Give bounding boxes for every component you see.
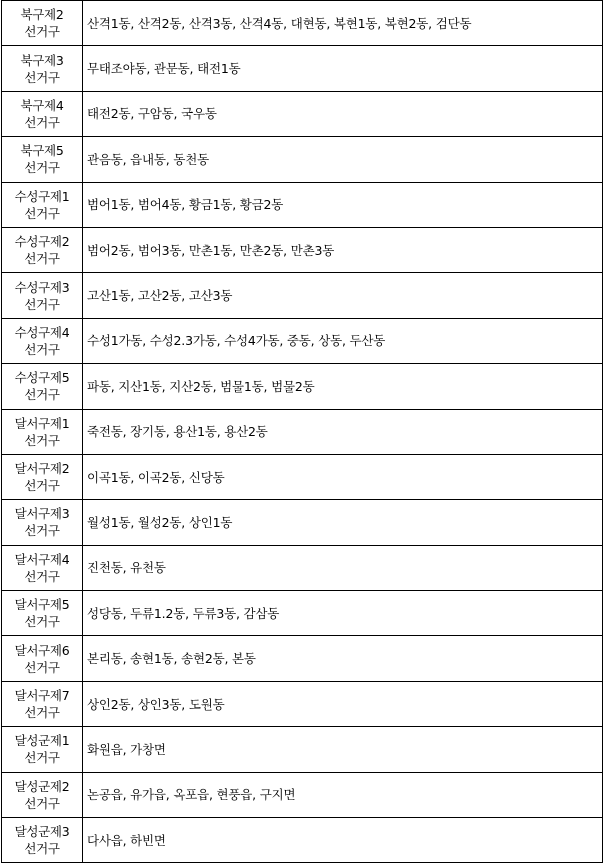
district-name: 달성군제1	[14, 733, 70, 749]
district-name-cell	[2, 681, 83, 726]
district-name-cell	[2, 500, 83, 545]
district-suffix: 선거구	[24, 160, 60, 176]
areas-cell: 성당동, 두류1.2동, 두류3동, 감삼동	[83, 591, 603, 636]
areas-cell: 범어1동, 범어4동, 황금1동, 황금2동	[83, 182, 603, 227]
areas-cell: 산격1동, 산격2동, 산격3동, 산격4동, 대현동, 복현1동, 복현2동, 검단동	[83, 1, 603, 46]
district-suffix: 선거구	[24, 205, 60, 221]
table-row	[2, 636, 603, 681]
table-row	[2, 591, 603, 636]
district-name-cell	[2, 227, 83, 272]
district-name: 달서구제5	[14, 597, 70, 613]
district-name-cell	[2, 364, 83, 409]
areas-cell: 무태조야동, 관문동, 태전1동	[83, 46, 603, 91]
areas-cell: 범어2동, 범어3동, 만촌1동, 만촌2동, 만촌3동	[83, 227, 603, 272]
district-name-cell	[2, 818, 83, 863]
district-name-cell	[2, 46, 83, 91]
district-suffix: 선거구	[24, 432, 60, 448]
district-suffix: 선거구	[24, 750, 60, 766]
district-name: 수성구제3	[14, 279, 70, 295]
district-suffix: 선거구	[24, 387, 60, 403]
district-name-cell	[2, 636, 83, 681]
areas-cell: 파동, 지산1동, 지산2동, 범물1동, 범물2동	[83, 364, 603, 409]
table-row	[2, 818, 603, 863]
table-row	[2, 1, 603, 46]
table-row	[2, 227, 603, 272]
table-row	[2, 545, 603, 590]
district-name-cell	[2, 545, 83, 590]
district-name: 달성군제3	[14, 824, 70, 840]
district-name-cell	[2, 1, 83, 46]
district-suffix: 선거구	[24, 341, 60, 357]
district-name-cell	[2, 772, 83, 817]
district-suffix: 선거구	[24, 296, 60, 312]
areas-cell: 다사읍, 하빈면	[83, 818, 603, 863]
district-name: 북구제2	[20, 7, 64, 23]
district-suffix: 선거구	[24, 24, 60, 40]
district-name: 달서구제7	[14, 688, 70, 704]
table-row	[2, 454, 603, 499]
district-table	[1, 0, 603, 863]
table-row	[2, 137, 603, 182]
district-name: 북구제5	[20, 143, 64, 159]
district-name-cell	[2, 454, 83, 499]
district-name: 달서구제6	[14, 642, 70, 658]
areas-cell: 수성1가동, 수성2.3가동, 수성4가동, 중동, 상동, 두산동	[83, 318, 603, 363]
district-name: 달서구제3	[14, 506, 70, 522]
district-name-cell	[2, 409, 83, 454]
areas-cell: 상인2동, 상인3동, 도원동	[83, 681, 603, 726]
district-name: 달서구제1	[14, 415, 70, 431]
district-suffix: 선거구	[24, 69, 60, 85]
district-suffix: 선거구	[24, 478, 60, 494]
district-name: 수성구제2	[14, 234, 70, 250]
areas-cell: 이곡1동, 이곡2동, 신당동	[83, 454, 603, 499]
areas-cell: 고산1동, 고산2동, 고산3동	[83, 273, 603, 318]
district-name: 수성구제5	[14, 370, 70, 386]
district-suffix: 선거구	[24, 841, 60, 857]
district-name-cell	[2, 273, 83, 318]
district-name: 수성구제1	[14, 188, 70, 204]
district-suffix: 선거구	[24, 705, 60, 721]
district-suffix: 선거구	[24, 795, 60, 811]
district-name: 달서구제2	[14, 461, 70, 477]
areas-cell: 태전2동, 구암동, 국우동	[83, 91, 603, 136]
district-suffix: 선거구	[24, 659, 60, 675]
table-row	[2, 681, 603, 726]
district-suffix: 선거구	[24, 523, 60, 539]
areas-cell: 관음동, 읍내동, 동천동	[83, 137, 603, 182]
table-row	[2, 727, 603, 772]
district-name: 북구제3	[20, 52, 64, 68]
table-row	[2, 91, 603, 136]
district-name: 달성군제2	[14, 778, 70, 794]
district-name: 달서구제4	[14, 551, 70, 567]
areas-cell: 화원읍, 가창면	[83, 727, 603, 772]
district-name: 수성구제4	[14, 324, 70, 340]
table-row	[2, 46, 603, 91]
district-name-cell	[2, 318, 83, 363]
areas-cell: 본리동, 송현1동, 송현2동, 본동	[83, 636, 603, 681]
district-name-cell	[2, 182, 83, 227]
areas-cell: 진천동, 유천동	[83, 545, 603, 590]
areas-cell: 월성1동, 월성2동, 상인1동	[83, 500, 603, 545]
table-row	[2, 364, 603, 409]
district-name-cell	[2, 591, 83, 636]
district-suffix: 선거구	[24, 568, 60, 584]
areas-cell: 죽전동, 장기동, 용산1동, 용산2동	[83, 409, 603, 454]
table-row	[2, 772, 603, 817]
district-suffix: 선거구	[24, 251, 60, 267]
district-suffix: 선거구	[24, 114, 60, 130]
district-name: 북구제4	[20, 97, 64, 113]
district-name-cell	[2, 137, 83, 182]
table-row	[2, 409, 603, 454]
table-row	[2, 318, 603, 363]
district-name-cell	[2, 727, 83, 772]
table-row	[2, 273, 603, 318]
table-row	[2, 500, 603, 545]
areas-cell: 논공읍, 유가읍, 옥포읍, 현풍읍, 구지면	[83, 772, 603, 817]
district-name-cell	[2, 91, 83, 136]
table-row	[2, 182, 603, 227]
district-suffix: 선거구	[24, 614, 60, 630]
